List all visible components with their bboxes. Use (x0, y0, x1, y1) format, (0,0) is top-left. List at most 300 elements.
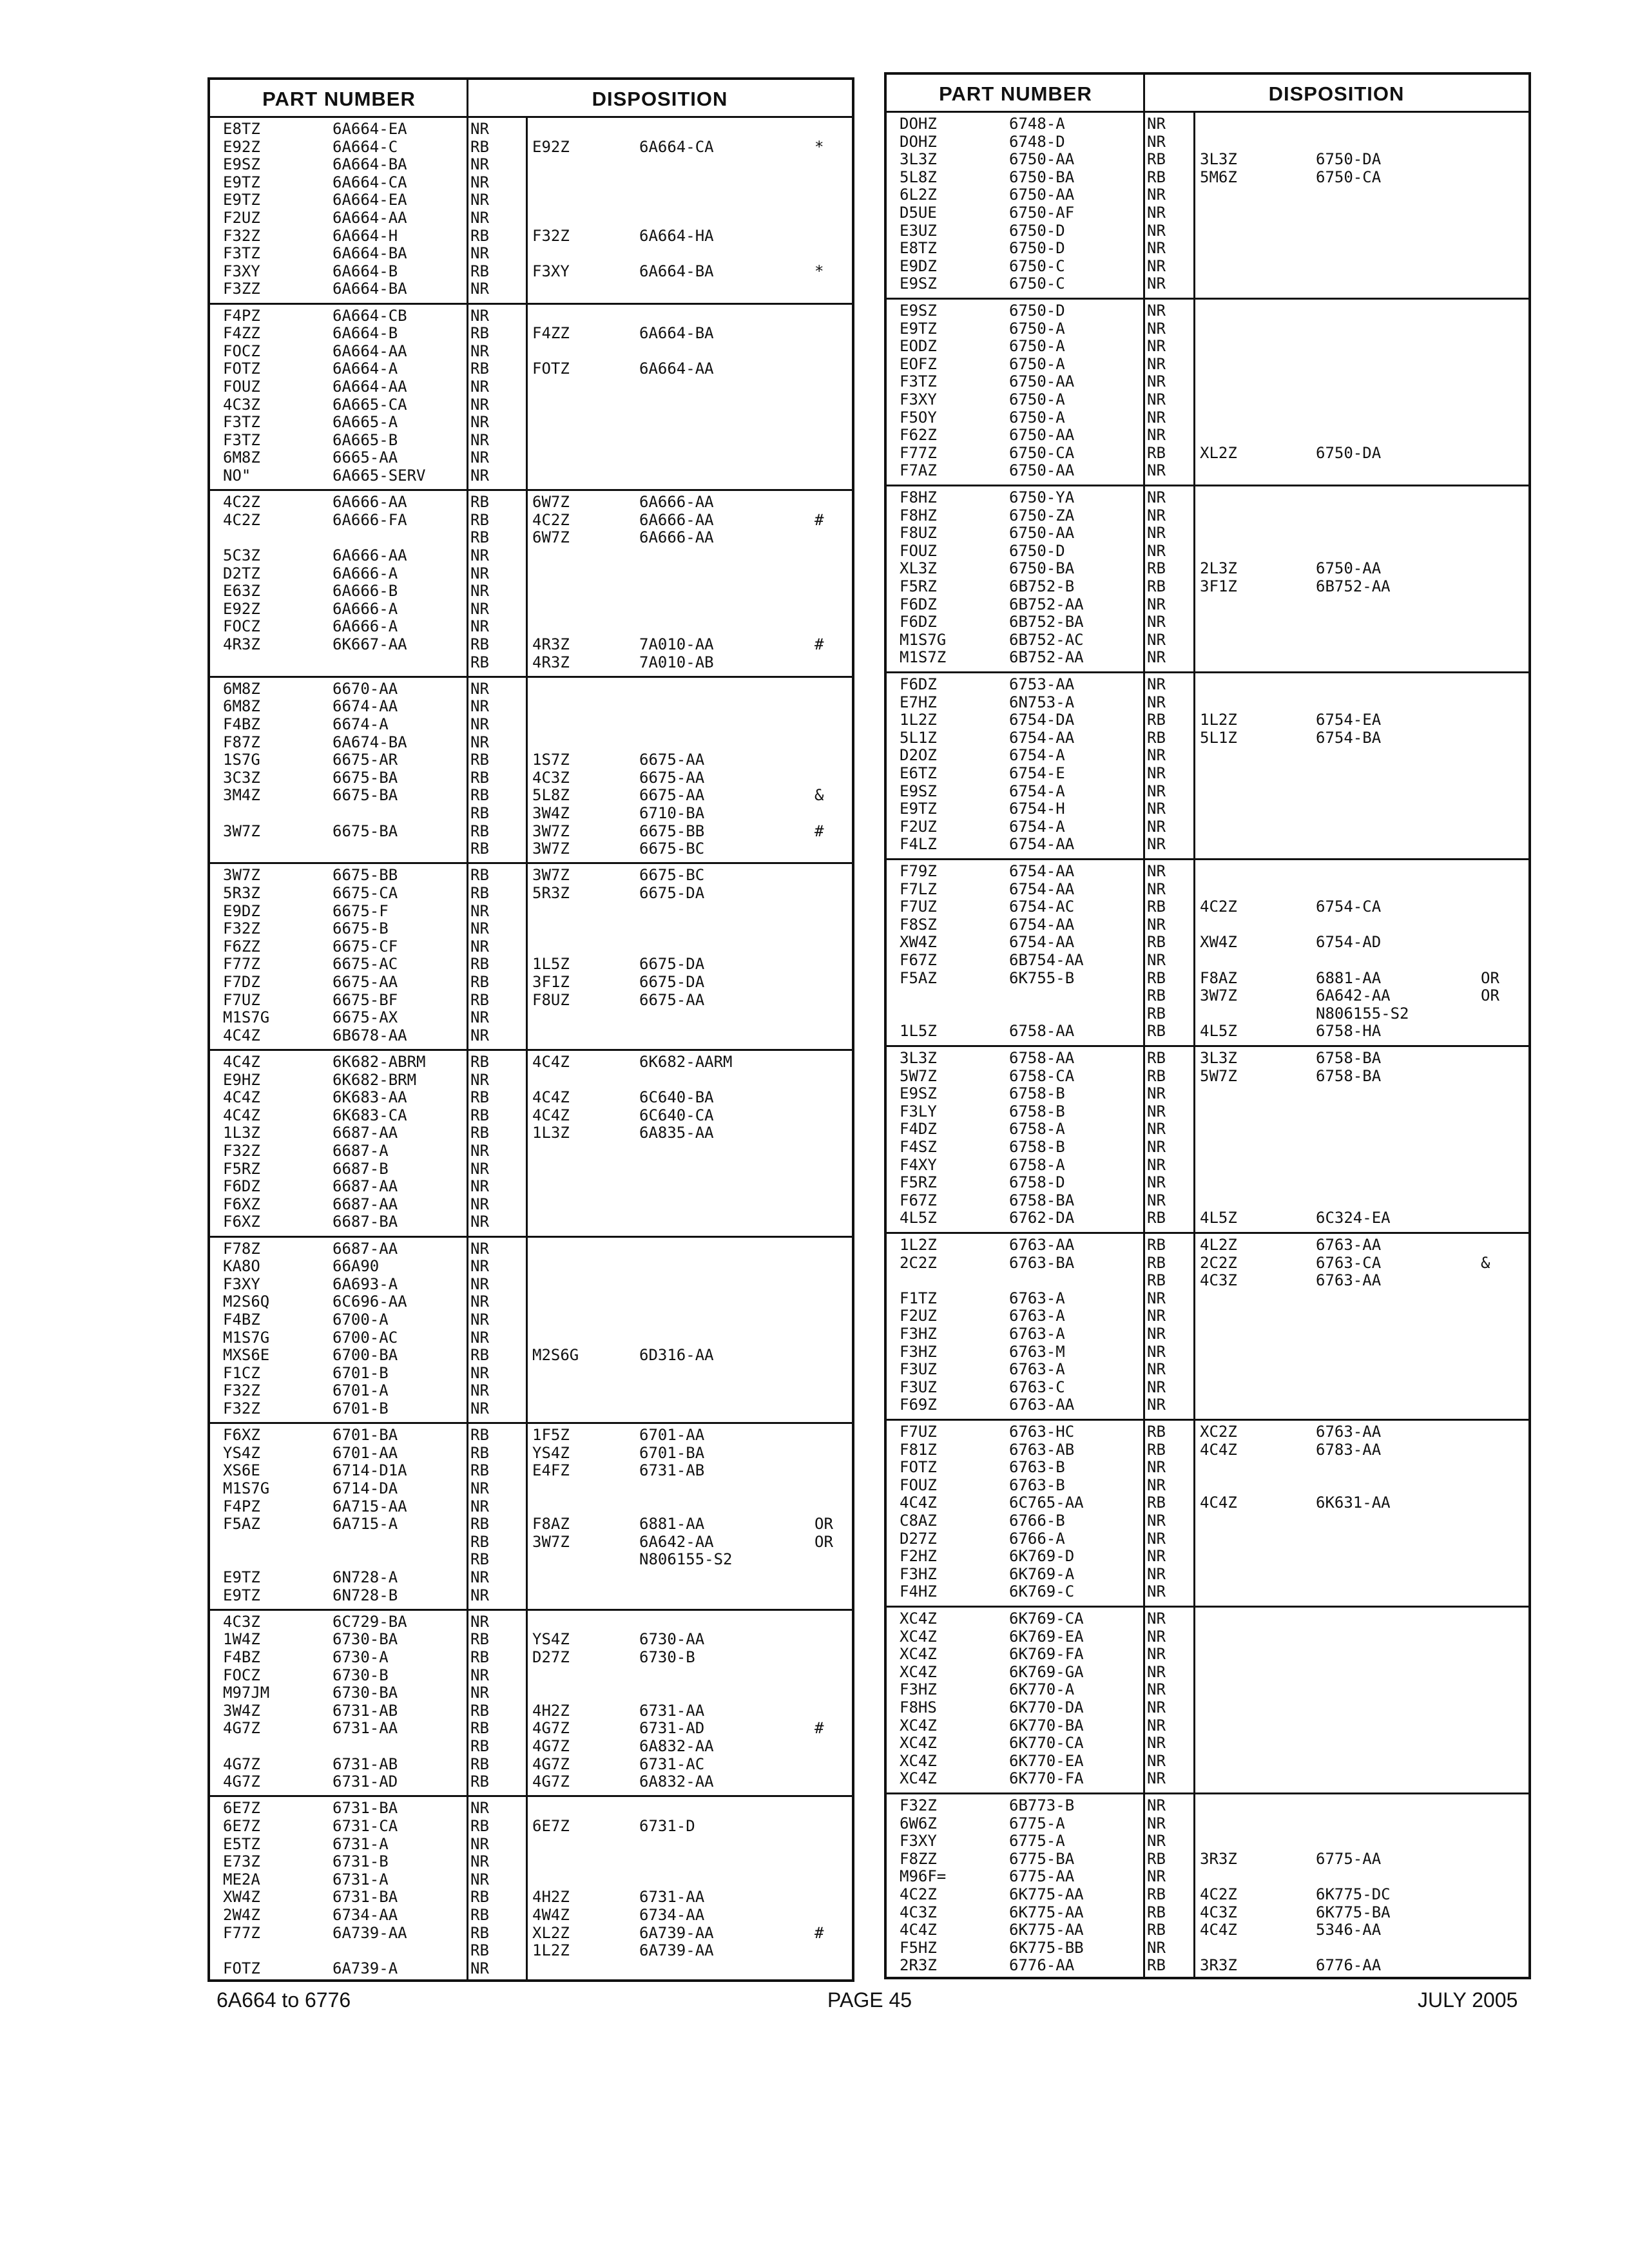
part-number: 6K770-BA (1009, 1716, 1084, 1735)
part-number: 6A693-A (333, 1274, 398, 1293)
status-code: NR (470, 564, 489, 582)
part-code: F7LZ (900, 879, 937, 898)
part-number: 6687-BA (333, 1213, 398, 1231)
part-number: 6A664-B (333, 262, 398, 280)
status-code: RB (1147, 1022, 1166, 1041)
status-code: NR (1147, 1120, 1166, 1139)
part-code: F5RZ (900, 577, 937, 595)
table-row (210, 1071, 852, 1089)
replacement-code: YS4Z (532, 1630, 570, 1649)
status-code: RB (1147, 986, 1166, 1005)
part-number: 6700-BA (333, 1346, 398, 1365)
table-row (887, 1236, 1528, 1254)
table-row (887, 1120, 1528, 1138)
part-code: D27Z (900, 1529, 937, 1548)
status-code: NR (470, 901, 489, 920)
part-code: 4G7Z (223, 1773, 260, 1791)
part-number: 6763-BA (1009, 1253, 1075, 1272)
part-code: 4L5Z (900, 1209, 937, 1227)
replacement-number: 6754-CA (1316, 898, 1382, 916)
part-code: E9SZ (900, 1084, 937, 1103)
replacement-code: 6W7Z (532, 528, 570, 547)
table-row (210, 919, 852, 937)
replacement-code: 1S7Z (532, 751, 570, 769)
part-number: 6753-AA (1009, 675, 1075, 693)
part-code: E3UZ (900, 221, 937, 240)
part-code: E5TZ (223, 1834, 260, 1853)
status-code: RB (1147, 1423, 1166, 1441)
replacement-code: 5R3Z (532, 883, 570, 902)
note-mark: & (815, 786, 824, 805)
part-number: 6K769-FA (1009, 1645, 1084, 1664)
part-number: 6776-AA (1009, 1956, 1075, 1975)
table-row (210, 1106, 852, 1124)
part-code: E9DZ (900, 256, 937, 275)
status-code: NR (470, 209, 489, 227)
replacement-number: 6A642-AA (639, 1532, 714, 1551)
status-code: NR (1147, 1547, 1166, 1566)
status-code: NR (1147, 951, 1166, 969)
status-code: NR (1147, 1138, 1166, 1156)
table-row (210, 1648, 852, 1666)
part-number: 6A666-B (333, 582, 398, 601)
replacement-code: M2S6G (532, 1346, 579, 1365)
status-code: RB (1147, 1049, 1166, 1067)
replacement-number: N806155-S2 (639, 1550, 733, 1569)
part-number: 6K775-AA (1009, 1903, 1084, 1921)
status-code: NR (1147, 1289, 1166, 1307)
replacement-code: 6E7Z (532, 1816, 570, 1835)
table-row (210, 715, 852, 733)
part-code: 2C2Z (900, 1253, 937, 1272)
table-row (210, 680, 852, 698)
part-number-header: PART NUMBER (939, 82, 1092, 105)
part-number: 6A666-FA (333, 510, 407, 529)
table-row (887, 1769, 1528, 1787)
status-code: NR (1147, 186, 1166, 204)
part-number: 6754-AA (1009, 862, 1075, 880)
part-code: F3UZ (900, 1360, 937, 1379)
status-code: NR (1147, 1173, 1166, 1192)
part-number: 6730-B (333, 1666, 389, 1684)
table-row (210, 822, 852, 840)
status-code: NR (1147, 204, 1166, 222)
table-row (887, 675, 1528, 693)
status-code: NR (1147, 595, 1166, 613)
group-separator (210, 1422, 852, 1424)
table-row (887, 1494, 1528, 1512)
replacement-number: 7A010-AA (639, 635, 714, 653)
part-code: F6XZ (223, 1213, 260, 1231)
table-row (210, 564, 852, 582)
part-code: XL3Z (900, 559, 937, 578)
table-row (887, 800, 1528, 818)
part-code: F4PZ (223, 1497, 260, 1515)
replacement-number: 6675-DA (639, 883, 705, 902)
table-row (887, 1530, 1528, 1548)
part-number: 6754-AA (1009, 835, 1075, 854)
note-mark: * (815, 262, 824, 280)
replacement-number: 6K775-BA (1316, 1903, 1391, 1921)
table-row (210, 324, 852, 342)
part-number: 6754-AA (1009, 915, 1075, 934)
part-code: F69Z (900, 1396, 937, 1414)
table-row (887, 782, 1528, 800)
part-number: 6A664-B (333, 324, 398, 343)
part-code: E8TZ (900, 239, 937, 258)
part-code: 4C4Z (900, 1921, 937, 1939)
replacement-code: F8UZ (532, 990, 570, 1009)
group-separator (210, 303, 852, 305)
replacement-number: 6675-DA (639, 955, 705, 974)
group-separator (887, 298, 1528, 300)
replacement-number: 6763-CA (1316, 1253, 1382, 1272)
status-code: NR (470, 937, 489, 956)
page-number: PAGE 45 (827, 1988, 912, 2012)
status-code: RB (470, 1426, 489, 1445)
replacement-number: 5346-AA (1316, 1921, 1382, 1939)
table-row (887, 835, 1528, 853)
table-row (210, 1053, 852, 1071)
table-row (210, 733, 852, 751)
part-code: F6XZ (223, 1426, 260, 1445)
status-code: NR (1147, 337, 1166, 356)
part-code: F5RZ (223, 1159, 260, 1178)
status-code: NR (1147, 132, 1166, 151)
status-code: NR (1147, 1832, 1166, 1850)
status-code: NR (1147, 302, 1166, 320)
replacement-number: 6A664-BA (639, 262, 714, 280)
status-code: NR (1147, 541, 1166, 560)
table-row (887, 222, 1528, 240)
part-number: 6748-A (1009, 115, 1065, 133)
status-code: NR (1147, 372, 1166, 391)
part-number: 6C729-BA (333, 1612, 407, 1631)
part-number-header: PART NUMBER (262, 88, 416, 110)
status-code: RB (1147, 898, 1166, 916)
table-row (210, 209, 852, 227)
replacement-number: 6731-AC (639, 1754, 705, 1773)
part-code: E9TZ (223, 1568, 260, 1586)
table-row (887, 1663, 1528, 1681)
status-code: NR (470, 173, 489, 191)
part-number: 6687-B (333, 1159, 389, 1178)
table-row (887, 1378, 1528, 1396)
table-row (210, 1755, 852, 1773)
part-code: XC4Z (900, 1662, 937, 1681)
group-separator (887, 1606, 1528, 1608)
status-code: NR (1147, 862, 1166, 880)
part-code: 6M8Z (223, 697, 260, 716)
part-code: 3L3Z (900, 1049, 937, 1067)
part-code: XC4Z (900, 1610, 937, 1628)
note-mark: & (1481, 1253, 1490, 1272)
table-row (887, 1022, 1528, 1040)
replacement-number: 6758-BA (1316, 1049, 1382, 1067)
replacement-number: 6C640-CA (639, 1106, 714, 1124)
table-row (210, 884, 852, 902)
status-code: RB (1147, 577, 1166, 595)
table-row (887, 898, 1528, 916)
part-number: 6N728-A (333, 1568, 398, 1586)
part-number: 6K770-A (1009, 1680, 1075, 1699)
status-code: NR (1147, 1734, 1166, 1753)
part-code: F4PZ (223, 306, 260, 325)
part-number: 6670-AA (333, 679, 398, 698)
part-number: 6687-AA (333, 1239, 398, 1258)
table-row (210, 1684, 852, 1702)
part-number: 6754-DA (1009, 711, 1075, 729)
part-number: 6758-B (1009, 1138, 1065, 1156)
part-number: 6766-A (1009, 1529, 1065, 1548)
table-row (887, 648, 1528, 666)
part-number: 6750-A (1009, 408, 1065, 427)
status-code: NR (1147, 915, 1166, 934)
disposition-header: DISPOSITION (1268, 82, 1405, 105)
part-code: XC4Z (900, 1627, 937, 1646)
part-code: F1TZ (900, 1289, 937, 1307)
replacement-number: N806155-S2 (1316, 1004, 1409, 1023)
part-code: FOUZ (900, 541, 937, 560)
table-row (887, 916, 1528, 934)
status-code: RB (1147, 1004, 1166, 1023)
table-row (887, 1867, 1528, 1885)
table-row (887, 818, 1528, 836)
replacement-code: 4G7Z (532, 1736, 570, 1755)
replacement-code: 4G7Z (532, 1719, 570, 1738)
status-code: RB (470, 635, 489, 653)
status-code: NR (470, 413, 489, 432)
part-number: 6731-AB (333, 1701, 398, 1720)
part-number: 6754-H (1009, 800, 1065, 818)
group-separator (887, 1419, 1528, 1421)
replacement-number: 6763-AA (1316, 1423, 1382, 1441)
part-number: 6A715-A (333, 1515, 398, 1533)
table-row (210, 1888, 852, 1906)
table-row (887, 1423, 1528, 1441)
replacement-code: 4C4Z (1200, 1494, 1237, 1512)
status-code: RB (470, 786, 489, 805)
part-number: 6701-B (333, 1363, 389, 1382)
table-row (210, 1515, 852, 1533)
page-range: 6A664 to 6776 (217, 1988, 351, 2012)
part-number: 6750-BA (1009, 559, 1075, 578)
part-code: D5UE (900, 204, 937, 222)
table-row (887, 426, 1528, 444)
table-row (210, 582, 852, 600)
table-row (887, 729, 1528, 747)
replacement-code: 4C4Z (1200, 1440, 1237, 1459)
part-code: 6M8Z (223, 448, 260, 467)
part-code: F8HZ (900, 488, 937, 506)
table-row (210, 1381, 852, 1399)
part-number: 6A664-BA (333, 244, 407, 263)
status-code: RB (470, 1905, 489, 1924)
status-code: NR (470, 1497, 489, 1515)
table-row (887, 186, 1528, 204)
part-number: 6731-BA (333, 1888, 398, 1907)
status-code: RB (470, 493, 489, 512)
part-code: F2UZ (900, 817, 937, 836)
part-number: 6K775-AA (1009, 1885, 1084, 1903)
part-number: 6750-D (1009, 239, 1065, 258)
part-number: 6731-AB (333, 1754, 398, 1773)
status-code: NR (1147, 1307, 1166, 1325)
replacement-code: D27Z (532, 1648, 570, 1666)
replacement-code: 3L3Z (1200, 1049, 1237, 1067)
status-code: RB (470, 1550, 489, 1569)
replacement-code: 3W7Z (532, 866, 570, 885)
part-code: M96F= (900, 1867, 947, 1886)
part-code: F7UZ (900, 898, 937, 916)
part-code: F7AZ (900, 461, 937, 480)
part-code: 3L3Z (900, 150, 937, 169)
part-code: F6XZ (223, 1195, 260, 1213)
part-number: 6A666-A (333, 599, 398, 618)
status-code: NR (1147, 1342, 1166, 1361)
table-row (210, 786, 852, 804)
table-row (210, 1586, 852, 1604)
replacement-code: F8AZ (1200, 968, 1237, 987)
part-number: 6734-AA (333, 1905, 398, 1924)
status-code: RB (470, 262, 489, 280)
table-row (210, 653, 852, 671)
part-number: 6K770-CA (1009, 1734, 1084, 1753)
part-code: F7DZ (223, 972, 260, 991)
replacement-code: 5L1Z (1200, 728, 1237, 747)
replacement-number: 6763-AA (1316, 1236, 1382, 1254)
table-row (210, 866, 852, 884)
replacement-number: 6758-BA (1316, 1066, 1382, 1085)
replacement-code: 6W7Z (532, 493, 570, 512)
table-row (210, 1142, 852, 1160)
table-row (210, 1666, 852, 1684)
replacement-code: 4C4Z (532, 1053, 570, 1071)
note-mark: # (815, 510, 824, 529)
replacement-number: 6775-AA (1316, 1849, 1382, 1868)
part-number: 6674-A (333, 715, 389, 733)
part-number: 6750-AA (1009, 426, 1075, 445)
part-number: 6A664-CA (333, 173, 407, 191)
status-code: NR (470, 1142, 489, 1160)
table-row (210, 1817, 852, 1835)
part-code: F6DZ (900, 613, 937, 631)
part-number: 6A665-B (333, 430, 398, 449)
table-row (887, 1850, 1528, 1868)
table-row (887, 1307, 1528, 1325)
status-code: RB (470, 1923, 489, 1942)
part-number: 6675-AX (333, 1008, 398, 1027)
part-code: 6E7Z (223, 1799, 260, 1818)
table-row (887, 951, 1528, 969)
table-row (887, 1939, 1528, 1957)
part-code: F81Z (900, 1440, 937, 1459)
part-code: E9HZ (223, 1070, 260, 1089)
part-number: 6B752-AA (1009, 648, 1084, 667)
part-code: F3TZ (223, 430, 260, 449)
part-code: F5AZ (900, 968, 937, 987)
status-code: RB (470, 768, 489, 787)
replacement-code: 4C3Z (532, 768, 570, 787)
table-row (210, 262, 852, 280)
part-code: F8SZ (900, 915, 937, 934)
part-code: F2HZ (900, 1547, 937, 1566)
replacement-code: 3W7Z (532, 1532, 570, 1551)
part-code: F4ZZ (223, 324, 260, 343)
replacement-number: 6A835-AA (639, 1124, 714, 1142)
part-number: 6K775-BB (1009, 1938, 1084, 1957)
table-row (887, 1049, 1528, 1067)
table-row (887, 1156, 1528, 1174)
table-row (210, 751, 852, 769)
part-number: 6731-BA (333, 1799, 398, 1818)
part-code: FOTZ (900, 1458, 937, 1477)
part-code: FOCZ (223, 1666, 260, 1684)
part-number: 6763-A (1009, 1307, 1065, 1325)
status-code: RB (470, 822, 489, 840)
table-row (887, 204, 1528, 222)
part-number: 6763-A (1009, 1325, 1065, 1343)
status-code: RB (470, 653, 489, 671)
part-number: 6N728-B (333, 1586, 398, 1604)
part-number: 6B752-AC (1009, 630, 1084, 649)
table-row (210, 697, 852, 715)
part-number: 6775-A (1009, 1832, 1065, 1850)
table-row (210, 937, 852, 956)
replacement-number: 6675-DA (639, 972, 705, 991)
part-number: 6750-C (1009, 256, 1065, 275)
status-code: RB (470, 1701, 489, 1720)
table-row (210, 1479, 852, 1497)
replacement-number: 6776-AA (1316, 1956, 1382, 1975)
status-code: RB (1147, 1494, 1166, 1512)
part-code: 6E7Z (223, 1816, 260, 1835)
part-code: FOUZ (223, 377, 260, 396)
replacement-code: 5M6Z (1200, 168, 1237, 186)
table-row (210, 991, 852, 1009)
status-code: RB (1147, 1956, 1166, 1975)
status-code: RB (1147, 1271, 1166, 1290)
status-code: RB (470, 1941, 489, 1960)
status-code: RB (470, 1888, 489, 1907)
part-code: XC4Z (900, 1751, 937, 1770)
table-row (887, 1698, 1528, 1716)
part-number: 6K769-GA (1009, 1662, 1084, 1681)
part-number: 6750-D (1009, 302, 1065, 320)
table-row (210, 600, 852, 618)
table-row (887, 746, 1528, 764)
status-code: NR (470, 448, 489, 467)
table-row (887, 302, 1528, 320)
part-number: 6754-AA (1009, 879, 1075, 898)
part-code: F32Z (223, 1142, 260, 1160)
status-code: RB (470, 866, 489, 885)
part-number: 6766-B (1009, 1512, 1065, 1530)
table-row (887, 150, 1528, 168)
part-number: 6750-YA (1009, 488, 1075, 506)
status-code: NR (470, 1586, 489, 1604)
part-number: 6687-AA (333, 1195, 398, 1213)
table-row (210, 1461, 852, 1479)
part-number: 6748-D (1009, 132, 1065, 151)
part-number: 6701-BA (333, 1426, 398, 1445)
status-code: NR (470, 191, 489, 209)
part-code: FOUZ (900, 1475, 937, 1494)
status-code: RB (1147, 1903, 1166, 1921)
replacement-number: 6A739-AA (639, 1941, 714, 1960)
replacement-code: 3W7Z (1200, 986, 1237, 1005)
table-row (887, 1343, 1528, 1361)
